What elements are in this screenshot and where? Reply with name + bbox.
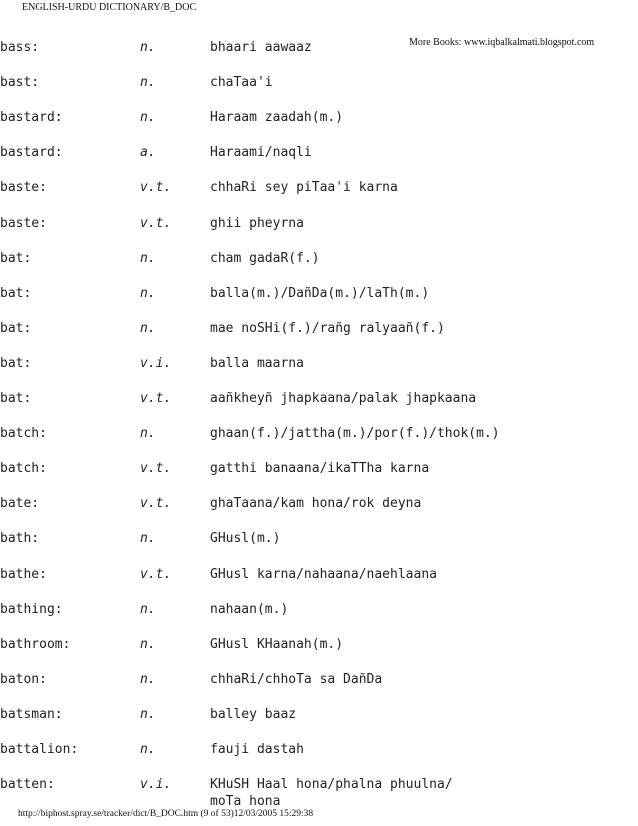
entry-meaning: bhaari aawaaz: [210, 40, 312, 55]
entry-word: baton:: [0, 672, 47, 687]
entry-meaning: mae noSHi(f.)/rañg ralyaañ(f.): [210, 321, 445, 336]
entry-meaning: balley baaz: [210, 707, 297, 722]
entry-meaning: balla maarna: [210, 356, 304, 371]
entry-meaning: balla(m.)/DañDa(m.)/laTh(m.): [210, 286, 430, 301]
entry-part-of-speech: v.i.: [140, 777, 172, 792]
entry-part-of-speech: n.: [140, 637, 156, 652]
entry-word: bat:: [0, 356, 32, 371]
entry-part-of-speech: n.: [140, 426, 156, 441]
entry-word: bastard:: [0, 110, 63, 125]
entry-meaning: fauji dastah: [210, 742, 304, 757]
entry-word: batsman:: [0, 707, 63, 722]
entry-word: bast:: [0, 75, 40, 90]
entry-word: bath:: [0, 531, 40, 546]
entry-word: bat:: [0, 286, 32, 301]
page-footer-url: http://biphost.spray.se/tracker/dict/B_DOC.htm (9 of 53)12/03/2005 15:29:38: [18, 809, 314, 819]
entry-meaning: gatthi banaana/ikaTTha karna: [210, 461, 430, 476]
entry-part-of-speech: v.t.: [140, 216, 172, 231]
entry-meaning: GHusl karna/nahaana/naehlaana: [210, 567, 437, 582]
entry-part-of-speech: n.: [140, 742, 156, 757]
entry-word: batch:: [0, 426, 47, 441]
entry-meaning: nahaan(m.): [210, 602, 289, 617]
entry-meaning: Haraam zaadah(m.): [210, 110, 344, 125]
entry-word: batch:: [0, 461, 47, 476]
page-header-title: ENGLISH-URDU DICTIONARY/B_DOC: [22, 2, 197, 13]
entry-part-of-speech: v.t.: [140, 180, 172, 195]
entry-word: battalion:: [0, 742, 79, 757]
entry-part-of-speech: n.: [140, 40, 156, 55]
entry-word: bat:: [0, 321, 32, 336]
entry-word: baste:: [0, 180, 47, 195]
entry-part-of-speech: n.: [140, 110, 156, 125]
entry-part-of-speech: v.t.: [140, 461, 172, 476]
entry-meaning: ghaTaana/kam hona/rok deyna: [210, 496, 422, 511]
entry-part-of-speech: n.: [140, 251, 156, 266]
entry-word: bastard:: [0, 145, 63, 160]
more-books-link[interactable]: More Books: www.iqbalkalmati.blogspot.com: [409, 37, 595, 48]
entry-meaning: GHusl KHaanah(m.): [210, 637, 344, 652]
entry-word: bass:: [0, 40, 40, 55]
entry-word: bathing:: [0, 602, 63, 617]
entry-meaning: KHuSH Haal hona/phalna phuulna/ moTa hona: [210, 777, 453, 809]
entry-part-of-speech: n.: [140, 321, 156, 336]
entry-word: bathroom:: [0, 637, 71, 652]
entry-part-of-speech: v.t.: [140, 391, 172, 406]
entry-meaning: cham gadaR(f.): [210, 251, 320, 266]
entry-meaning: GHusl(m.): [210, 531, 281, 546]
entry-part-of-speech: a.: [140, 145, 156, 160]
entry-word: bathe:: [0, 567, 47, 582]
entry-meaning: chaTaa'i: [210, 75, 273, 90]
entry-part-of-speech: n.: [140, 707, 156, 722]
entry-meaning: chhaRi/chhoTa sa DañDa: [210, 672, 383, 687]
entry-meaning: ghaan(f.)/jattha(m.)/por(f.)/thok(m.): [210, 426, 500, 441]
entry-part-of-speech: n.: [140, 602, 156, 617]
entry-part-of-speech: v.t.: [140, 567, 172, 582]
entry-meaning: chhaRi sey piTaa'i karna: [210, 180, 398, 195]
entry-part-of-speech: v.i.: [140, 356, 172, 371]
entry-part-of-speech: v.t.: [140, 496, 172, 511]
entry-word: batten:: [0, 777, 55, 792]
entry-part-of-speech: n.: [140, 75, 156, 90]
entry-word: bate:: [0, 496, 40, 511]
entry-meaning: aañkheyñ jhapkaana/palak jhapkaana: [210, 391, 477, 406]
entry-word: bat:: [0, 391, 32, 406]
entry-word: baste:: [0, 216, 47, 231]
entry-part-of-speech: n.: [140, 531, 156, 546]
entry-word: bat:: [0, 251, 32, 266]
entry-part-of-speech: n.: [140, 672, 156, 687]
entry-meaning: Haraami/naqli: [210, 145, 312, 160]
entry-meaning: ghii pheyrna: [210, 216, 304, 231]
entry-part-of-speech: n.: [140, 286, 156, 301]
